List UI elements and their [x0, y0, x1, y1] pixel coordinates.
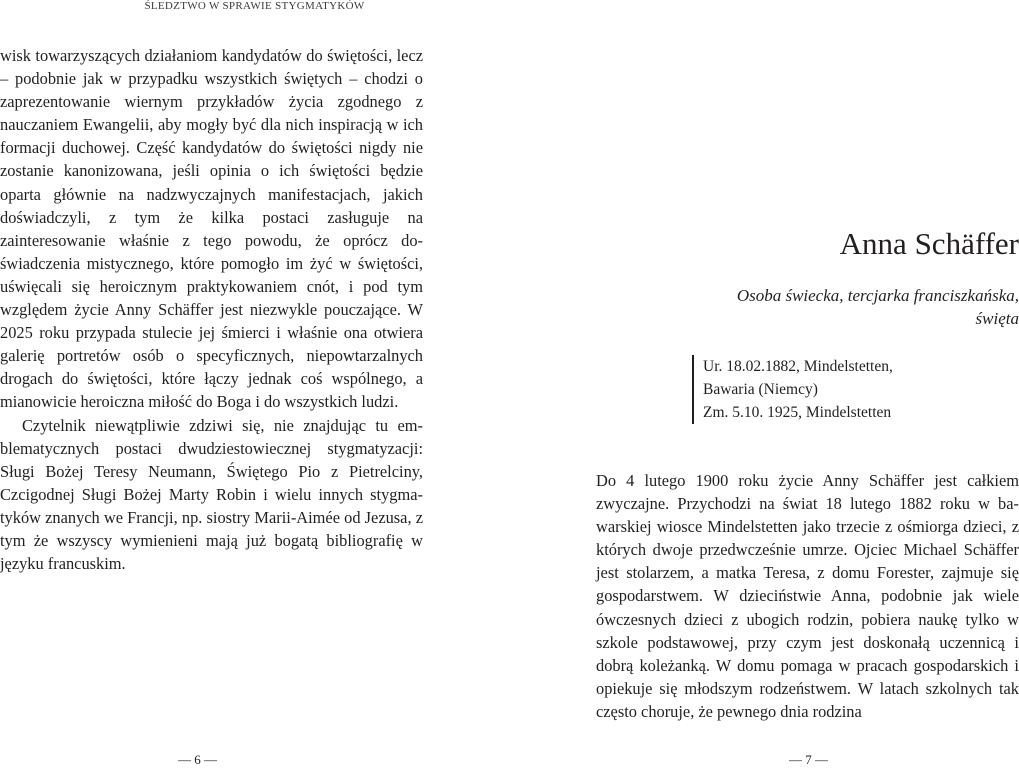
- running-head: ŚLEDZTWO W SPRAWIE STYGMATYKÓW: [144, 0, 365, 12]
- right-body-text: [596, 469, 1019, 723]
- paragraph-1: wisk towarzyszących działaniom kandydatów do świętości, lecz – podobnie jak w przypadku wszystkich świętych – chodzi o zaprezentowanie wiernym przykładów życia zgodnego z nauczaniem Ewangelii, aby mogły być dla nich inspiracją w ich formacji duchowej. Część kandydatów do świętości nigdy nie zostanie kanonizowana, jeśli opinia o ich świętości będzie oparta głównie na nadzwyczajnych manifestacjach, jakich doświadczyli, z tym że kilka postaci zasługuje na zainteresowanie właśnie z tego powodu, że oprócz doświadczenia mistycznego, które pomogło im żyć w świętości, uświęcali się heroicznym praktykowaniem cnót, i pod tym względem życie Anny Schäffer jest niezwykle pouczające. W 2025 roku przypada stulecie jej śmierci i właśnie ona otwiera galerię portretów osób o specyficznych, niepowtarzalnych drogach do świętości, które łączy jednak coś wspólnego, a mianowicie heroiczna miłość do Boga i do wszystkich ludzi.: [0, 46, 423, 412]
- subtitle-line-2: święta: [975, 309, 1019, 328]
- right-page: [509, 0, 1019, 768]
- left-body-text: [0, 44, 423, 575]
- death-line: Zm. 5.10. 1925, Mindelstetten: [703, 404, 892, 421]
- left-page: [0, 0, 509, 768]
- paragraph-3: Do 4 lutego 1900 roku życie Anny Schäffer jest całkiem zwyczajne. Przychodzi na świat 18 lutego 1882 roku w bawarskiej wiosce Mindelstetten jako trzecie z ośmiorga dzieci, z których dwoje przedwcześnie umrze. Ojciec Michael Schäffer jest stolarzem, a matka Teresa, z domu Forester, zajmuje się gospodarstwem. W dzieciństwie Anna, podobnie jak wiele ówczesnych dzieci z ubogich rodzin, pobiera naukę tylko w szkole podstawowej, przy czym jest doskonałą uczennicą i dobrą koleżanką. W domu pomaga w pracach gospodarskich i opiekuje się młodszym rodzeństwem. W latach szkolnych tak często choruje, że pewnego dnia rodzina: [596, 471, 1019, 721]
- chapter-subtitle: [619, 284, 1019, 330]
- subtitle-line-1: Osoba świecka, tercjarka franciszkańska,: [736, 286, 1019, 305]
- paragraph-2: Czytelnik niewątpliwie zdziwi się, nie znajdując tu emblematycznych postaci dwudziestowiecznej stygmatyzacji: Sługi Bożej Teresy Neumann, Świętego Pio z Pietrelciny, Czcigodnej Sługi Bożej Marty Robin i wielu innych stygmatyków znanych we Francji, np. siostry Marii-Aimée od Jezusa, z tym że wszyscy wymienieni mają już bogatą bibliografię w języku francuskim.: [0, 415, 423, 574]
- birthplace-line: Bawaria (Niemcy): [703, 381, 818, 398]
- page-number-left: — 6 —: [178, 752, 217, 767]
- birth-line: Ur. 18.02.1882, Mindelstetten,: [703, 358, 893, 375]
- page-number-right: — 7 —: [789, 752, 828, 767]
- biographical-note: [692, 355, 893, 424]
- chapter-title: Anna Schäffer: [839, 226, 1019, 261]
